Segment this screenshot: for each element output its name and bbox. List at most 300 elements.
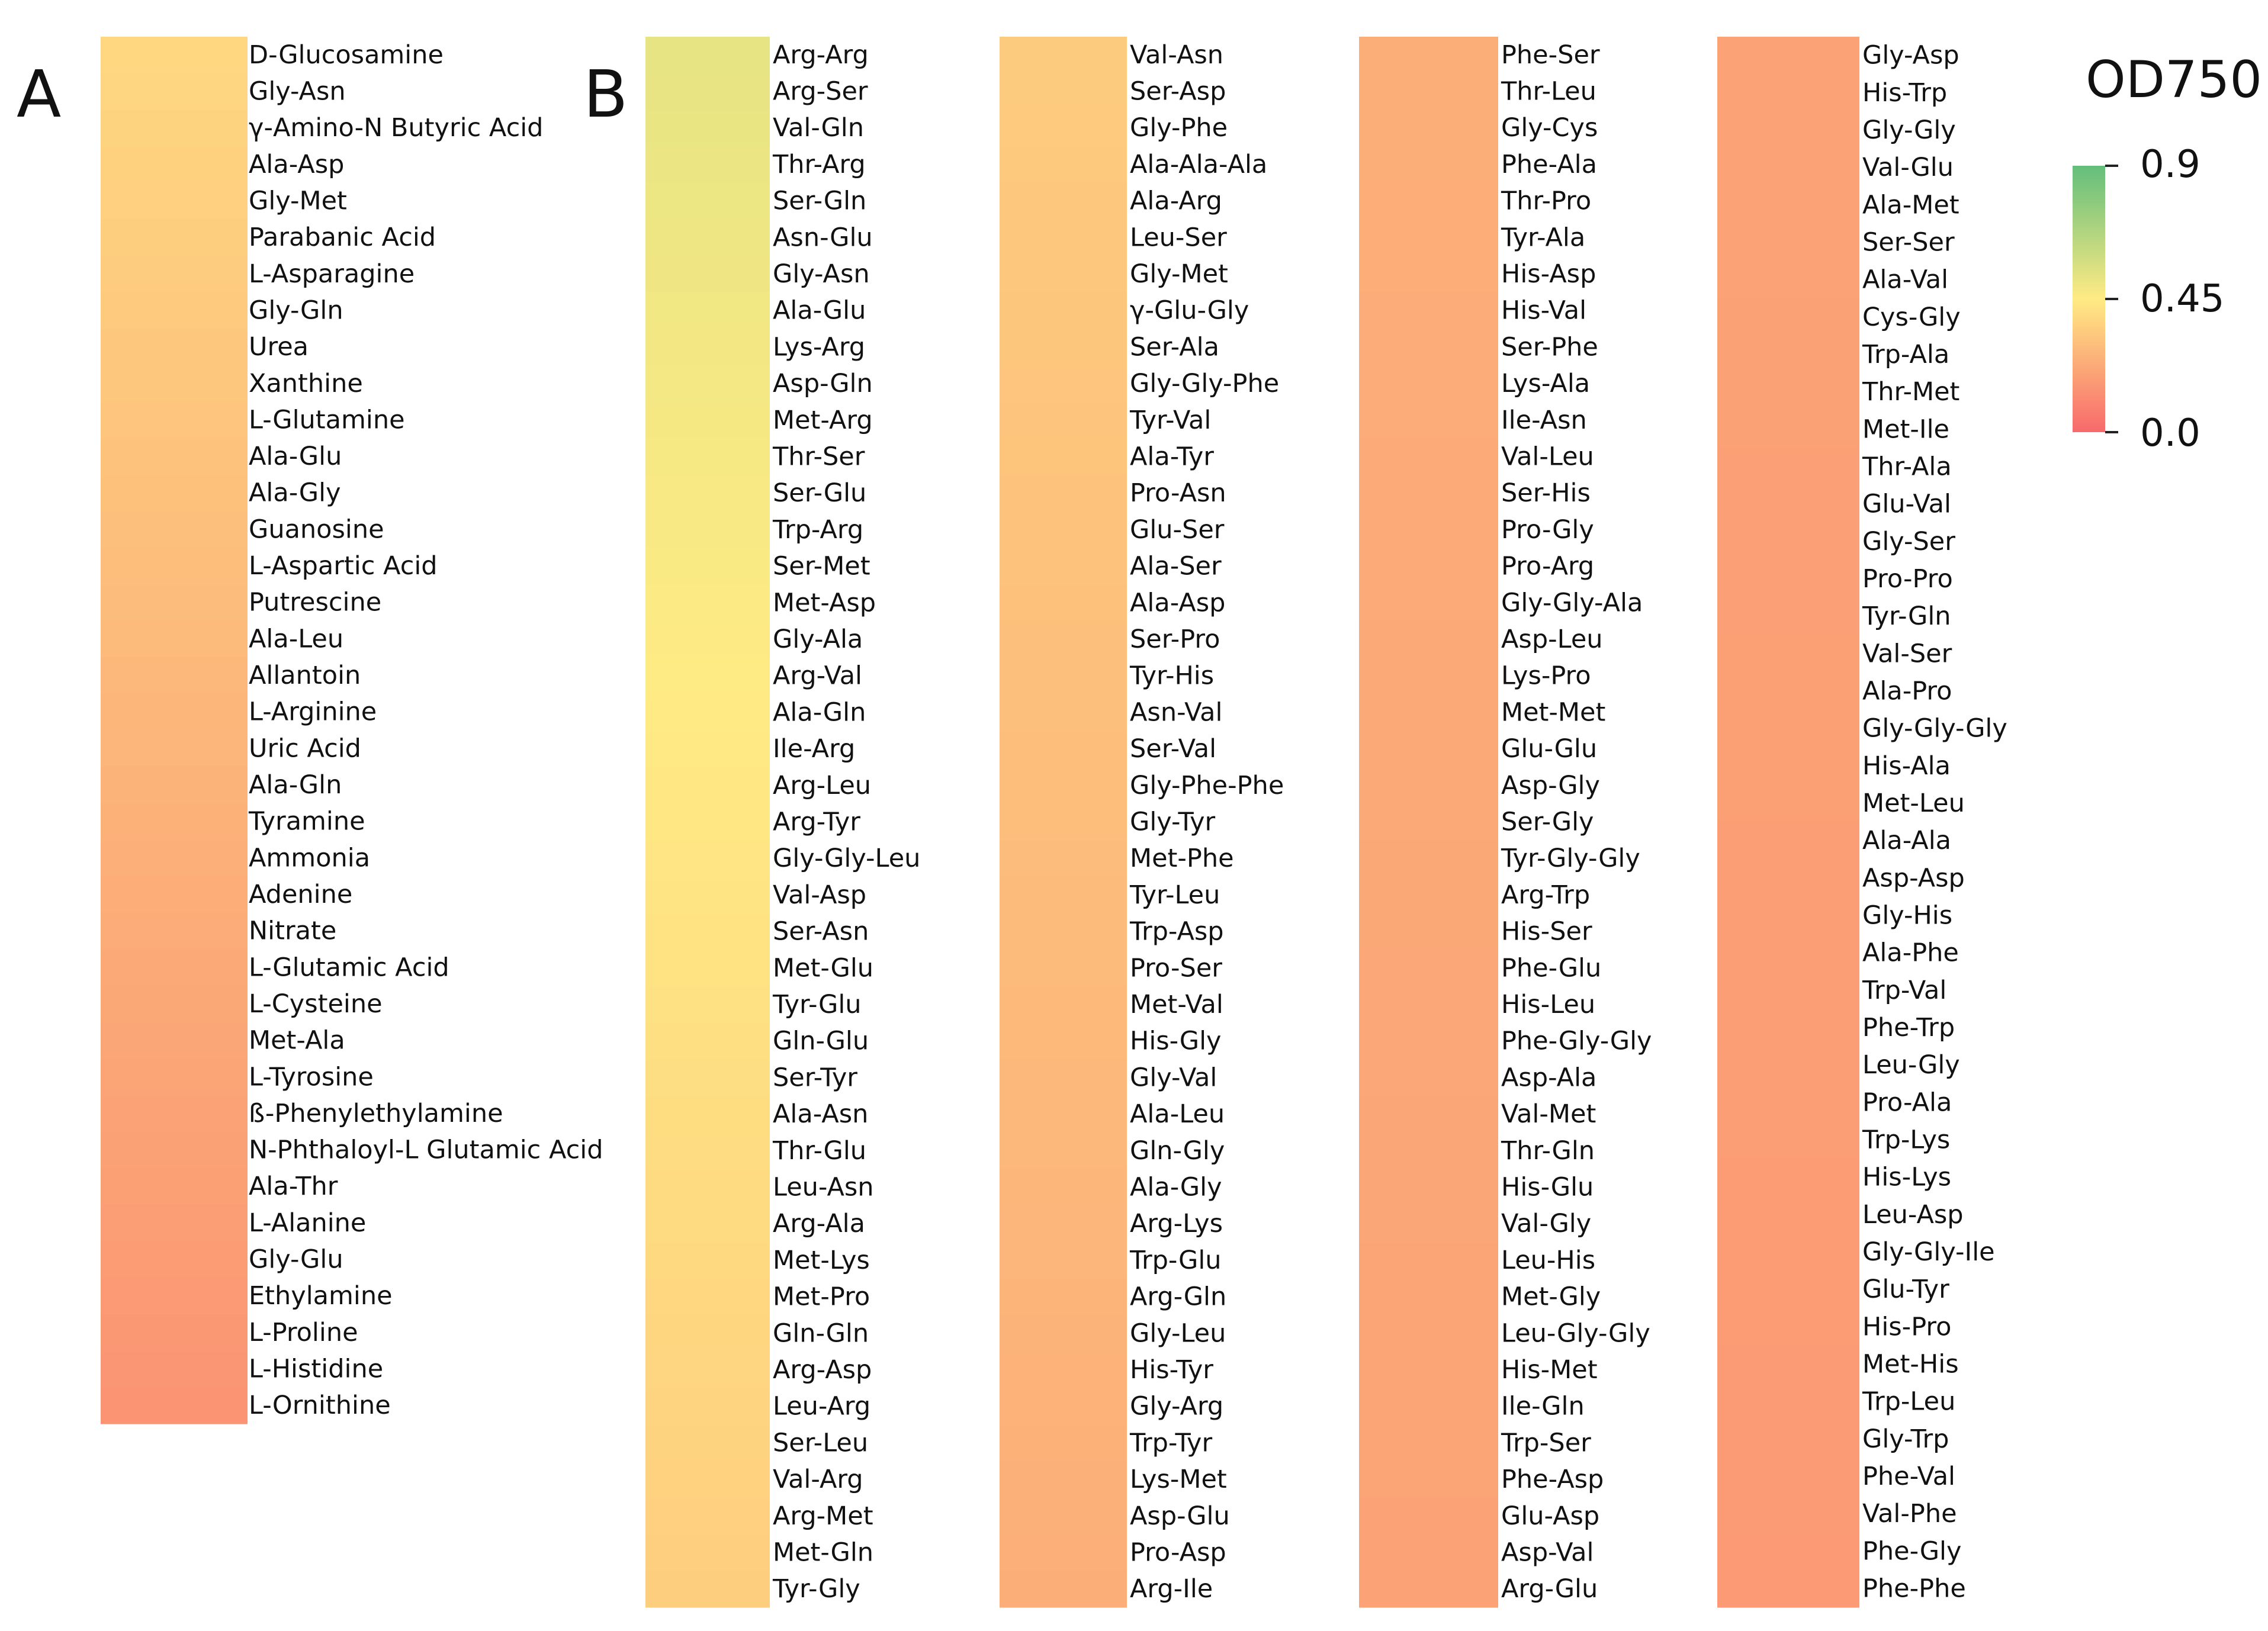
panel-b-col-4-row-label: Val-Phe [1862, 1499, 1957, 1529]
panel-a-col-1-row-label: Putrescine [249, 587, 382, 617]
panel-b-col-1-row-label: Val-Asp [773, 880, 867, 910]
panel-b-col-4-row-label: His-Pro [1862, 1312, 1952, 1342]
panel-b-col-2-row-label: Ala-Ala-Ala [1130, 149, 1268, 179]
panel-b-col-1-row-label: Arg-Arg [773, 40, 869, 70]
panel-b-col-3-cell [1359, 146, 1498, 183]
panel-b-col-4-row-label: Ala-Ala [1862, 826, 1951, 856]
panel-b-col-3-cell [1359, 365, 1498, 402]
panel-b-col-4-cell [1717, 673, 1859, 710]
panel-b-col-3-row-label: His-Asp [1501, 259, 1596, 289]
panel-a-col-1-cell [101, 657, 248, 694]
panel-b-col-3-cell [1359, 694, 1498, 731]
panel-b-col-4-cell [1717, 1495, 1859, 1533]
panel-a-col-1-row-label: Uric Acid [249, 734, 361, 764]
panel-b-col-1-row-label: Tyr-Gly [773, 1574, 860, 1604]
panel-b-col-3-cell [1359, 1023, 1498, 1060]
panel-b-col-1-row-label: Ser-Leu [773, 1428, 869, 1458]
panel-b-col-1-cell [645, 183, 770, 220]
panel-b-col-4-cell [1717, 448, 1859, 486]
panel-b-col-4-cell [1717, 1383, 1859, 1421]
panel-b-col-2-cell [1000, 1133, 1127, 1169]
panel-b-col-4-row-label: His-Trp [1862, 78, 1948, 108]
panel-a-col-1-cell [101, 1205, 248, 1241]
panel-b-col-2-cell [1000, 329, 1127, 366]
panel-b-col-1-row-label: Gly-Gly-Leu [773, 844, 921, 874]
panel-b-col-3-row-label: Phe-Ser [1501, 40, 1600, 70]
panel-b-col-1-row-label: Leu-Arg [773, 1391, 871, 1421]
panel-b-col-2-cell [1000, 256, 1127, 292]
legend-title: OD750 [2086, 50, 2263, 110]
panel-b-col-4-cell [1717, 1196, 1859, 1234]
panel-b-col-2-row-label: Tyr-His [1130, 661, 1215, 691]
panel-b-col-1-cell [645, 329, 770, 366]
panel-b-col-4-row-label: Ala-Met [1862, 190, 1959, 220]
panel-b-col-2-cell [1000, 1060, 1127, 1096]
panel-a-col-1-row-label: D-Glucosamine [249, 40, 444, 70]
panel-b-col-2-row-label: Glu-Ser [1130, 514, 1225, 545]
panel-a-col-1-cell [101, 767, 248, 803]
panel-b-col-2-cell [1000, 1571, 1127, 1607]
panel-b-col-4-cell [1717, 336, 1859, 374]
panel-b-col-3-cell [1359, 183, 1498, 220]
panel-a-col-1-row-label: Urea [249, 332, 309, 362]
panel-b-col-2-cell [1000, 658, 1127, 694]
panel-b-col-4-cell [1717, 74, 1859, 112]
panel-b-col-4-row-label: Trp-Lys [1862, 1125, 1951, 1155]
panel-b-col-3-row-label: His-Met [1501, 1355, 1598, 1385]
panel-b-col-3-cell [1359, 219, 1498, 256]
panel-b-col-4-row-label: His-Lys [1862, 1162, 1952, 1192]
panel-b-col-3-cell [1359, 1388, 1498, 1425]
panel-b-col-3-row-label: Met-Gly [1501, 1282, 1601, 1312]
panel-b-col-1-row-label: Arg-Ser [773, 76, 868, 107]
panel-b-col-3-row-label: Gly-Cys [1501, 113, 1598, 143]
panel-b-col-3-cell [1359, 1352, 1498, 1388]
panel-b-col-1-cell [645, 621, 770, 658]
panel-b-col-4-cell [1717, 747, 1859, 785]
panel-b-col-2-cell [1000, 292, 1127, 329]
panel-a-col-1-row-label: N-Phthaloyl-L Glutamic Acid [249, 1135, 603, 1165]
panel-b-col-3-row-label: Phe-Ala [1501, 149, 1597, 179]
panel-a-col-1-row-label: Ala-Gln [249, 770, 342, 800]
panel-a-col-1-cell [101, 292, 248, 329]
panel-b-col-2-row-label: Gly-Met [1130, 259, 1228, 289]
panel-b-col-4-cell [1717, 111, 1859, 149]
panel-a-col-1-cell [101, 876, 248, 913]
panel-b-col-2-cell [1000, 731, 1127, 767]
panel-b-col-4-cell [1717, 1346, 1859, 1384]
panel-b-col-4-cell [1717, 1233, 1859, 1271]
panel-b-col-2-row-label: Arg-Ile [1130, 1574, 1213, 1604]
panel-a-col-1-row-label: ß-Phenylethylamine [249, 1098, 503, 1128]
panel-b-col-2-cell [1000, 694, 1127, 731]
panel-b-col-4-row-label: Ala-Val [1862, 265, 1949, 295]
panel-b-col-2-cell [1000, 1315, 1127, 1352]
panel-b-col-2-row-label: His-Gly [1130, 1026, 1222, 1056]
panel-b-col-2-cell [1000, 1425, 1127, 1462]
panel-b-col-3-cell [1359, 110, 1498, 146]
panel-b-col-4-cell [1717, 971, 1859, 1009]
legend-tick-label-high: 0.9 [2140, 143, 2200, 186]
panel-b-col-3-row-label: Lys-Pro [1501, 661, 1591, 691]
panel-b-col-2-row-label: Trp-Asp [1130, 916, 1224, 947]
panel-b-col-2-row-label: Gly-Tyr [1130, 807, 1216, 837]
panel-b-col-2-cell [1000, 183, 1127, 220]
panel-b-col-1-cell [645, 439, 770, 475]
panel-b-col-1-row-label: Arg-Val [773, 661, 863, 691]
panel-b-col-4-row-label: Leu-Asp [1862, 1199, 1964, 1230]
panel-a-col-1-cell [101, 1241, 248, 1278]
panel-b-col-3-row-label: Asp-Val [1501, 1537, 1594, 1568]
panel-a-col-1-row-label: γ-Amino-N Butyric Acid [249, 113, 544, 143]
panel-b-col-2-cell [1000, 1023, 1127, 1060]
panel-b-col-2-row-label: Ala-Arg [1130, 186, 1222, 216]
panel-a-col-1-cell [101, 621, 248, 658]
panel-b-col-1-row-label: Arg-Ala [773, 1209, 865, 1239]
panel-a-col-1-cell [101, 1314, 248, 1351]
panel-a-col-1-cell [101, 913, 248, 950]
panel-b-col-2-cell [1000, 1279, 1127, 1315]
panel-a-col-1-row-label: L-Alanine [249, 1208, 367, 1238]
panel-b-col-4-cell [1717, 523, 1859, 561]
panel-b-col-4-cell [1717, 710, 1859, 748]
panel-b-col-2-row-label: Gly-Leu [1130, 1318, 1226, 1349]
panel-b-col-1-row-label: Thr-Glu [773, 1135, 867, 1166]
panel-b-col-1-row-label: Ala-Asn [773, 1099, 869, 1130]
panel-b-col-2-cell [1000, 584, 1127, 621]
panel-b-col-3-cell [1359, 986, 1498, 1023]
panel-b-col-1-row-label: Lys-Arg [773, 332, 866, 362]
panel-b-col-3-cell [1359, 913, 1498, 950]
panel-b-col-4-cell [1717, 485, 1859, 523]
panel-b-col-4-cell [1717, 1271, 1859, 1309]
panel-b-col-1-row-label: Met-Gln [773, 1537, 874, 1568]
panel-b-col-4-cell [1717, 784, 1859, 822]
panel-b-col-2-row-label: Ala-Gly [1130, 1172, 1222, 1202]
panel-b-col-1-cell [645, 37, 770, 73]
panel-b-col-4-cell [1717, 1047, 1859, 1085]
panel-b-col-1-cell [645, 1571, 770, 1607]
panel-b-col-1-row-label: Met-Pro [773, 1282, 870, 1312]
panel-b-col-2-cell [1000, 621, 1127, 658]
panel-b-col-4-row-label: Val-Ser [1862, 639, 1952, 669]
panel-b-col-3-cell [1359, 475, 1498, 512]
panel-b-col-1-row-label: Val-Gln [773, 113, 864, 143]
panel-b-col-2-cell [1000, 804, 1127, 841]
panel-b-col-2-row-label: Asp-Glu [1130, 1501, 1230, 1531]
panel-letter-b: B [583, 56, 628, 132]
panel-b-col-2-row-label: γ-Glu-Gly [1130, 295, 1249, 326]
panel-b-col-4-row-label: Ala-Phe [1862, 938, 1959, 968]
panel-b-col-1-cell [645, 365, 770, 402]
panel-b-col-4-row-label: Asp-Asp [1862, 863, 1965, 893]
panel-b-col-1-row-label: Tyr-Glu [773, 989, 862, 1019]
panel-b-col-2-row-label: Ala-Tyr [1130, 442, 1214, 472]
panel-b-col-4-cell [1717, 934, 1859, 972]
panel-a-col-1-cell [101, 1351, 248, 1388]
panel-b-col-3-cell [1359, 1535, 1498, 1571]
panel-b-col-2-row-label: Met-Val [1130, 989, 1223, 1019]
panel-b-col-3-row-label: His-Ser [1501, 916, 1592, 947]
panel-b-col-2-row-label: Trp-Tyr [1130, 1428, 1213, 1458]
panel-b-col-2-row-label: Arg-Lys [1130, 1209, 1223, 1239]
panel-b-col-2-cell [1000, 1352, 1127, 1388]
panel-b-col-2-row-label: Pro-Ser [1130, 953, 1222, 983]
panel-b-col-2-cell [1000, 767, 1127, 804]
panel-b-col-1-row-label: Ser-Gln [773, 186, 867, 216]
panel-b-col-3-cell [1359, 439, 1498, 475]
panel-a-col-1-row-label: Gly-Met [249, 186, 347, 216]
panel-b-col-1-row-label: Gly-Ala [773, 625, 863, 655]
panel-b-col-4-row-label: Thr-Met [1862, 377, 1960, 407]
panel-b-col-4-cell [1717, 560, 1859, 598]
panel-a-col-1-row-label: L-Tyrosine [249, 1062, 374, 1092]
panel-a-col-1-cell [101, 110, 248, 146]
panel-a-col-1-row-label: L-Aspartic Acid [249, 551, 438, 581]
panel-b-col-3-cell [1359, 1242, 1498, 1279]
panel-b-col-1-row-label: Asn-Glu [773, 223, 873, 253]
panel-b-col-3-cell [1359, 1461, 1498, 1498]
panel-a-col-1-row-label: L-Cysteine [249, 989, 383, 1019]
panel-b-col-2-row-label: Tyr-Val [1130, 405, 1212, 435]
panel-b-col-3-row-label: Asp-Leu [1501, 625, 1603, 655]
panel-b-col-4-row-label: Pro-Ala [1862, 1088, 1952, 1118]
panel-b-col-3-row-label: Phe-Glu [1501, 953, 1602, 983]
panel-b-col-4-row-label: Met-His [1862, 1349, 1959, 1379]
panel-b-col-4-row-label: Glu-Val [1862, 489, 1951, 519]
panel-b-col-3-row-label: Asp-Gly [1501, 770, 1600, 800]
panel-b-col-1-row-label: Met-Asp [773, 588, 876, 618]
panel-b-col-3-row-label: Glu-Glu [1501, 734, 1598, 764]
panel-b-col-4-cell [1717, 411, 1859, 449]
panel-b-col-2-row-label: Ser-Asp [1130, 76, 1226, 107]
panel-b-col-4-cell [1717, 1159, 1859, 1196]
legend-color-bar [2073, 166, 2105, 432]
panel-b-col-3-row-label: Ser-Phe [1501, 332, 1598, 362]
panel-b-col-3-row-label: Ser-His [1501, 478, 1591, 509]
panel-b-col-3-row-label: Tyr-Ala [1501, 223, 1586, 253]
panel-b-col-4-row-label: Gly-Asp [1862, 40, 1959, 70]
panel-b-col-2-row-label: Gly-Phe-Phe [1130, 770, 1284, 800]
panel-b-col-2-row-label: Tyr-Leu [1130, 880, 1220, 910]
panel-a-col-1-row-label: Ala-Thr [249, 1172, 338, 1202]
panel-b-col-1-cell [645, 1242, 770, 1279]
panel-b-col-2-row-label: His-Tyr [1130, 1355, 1213, 1385]
panel-a-col-1-row-label: Ala-Leu [249, 624, 344, 654]
panel-b-col-1-cell [645, 1060, 770, 1096]
panel-b-col-2-cell [1000, 877, 1127, 913]
panel-b-col-3-row-label: Val-Leu [1501, 442, 1594, 472]
panel-b-col-4-cell [1717, 1009, 1859, 1047]
panel-b-col-4-cell [1717, 598, 1859, 636]
panel-b-col-3-row-label: Arg-Trp [1501, 880, 1591, 910]
panel-a-col-1-row-label: Gly-Gln [249, 295, 343, 326]
panel-a-col-1-row-label: Ethylamine [249, 1281, 393, 1311]
panel-b-col-2-row-label: Trp-Glu [1130, 1245, 1222, 1275]
panel-b-col-1-cell [645, 950, 770, 986]
panel-b-col-2-row-label: Pro-Asn [1130, 478, 1226, 509]
panel-a-col-1-row-label: Tyramine [249, 806, 365, 837]
panel-b-col-3-cell [1359, 621, 1498, 658]
panel-b-col-3-cell [1359, 548, 1498, 585]
panel-b-col-4-cell [1717, 224, 1859, 262]
panel-b-col-1-cell [645, 658, 770, 694]
panel-a-col-1-cell [101, 1168, 248, 1205]
panel-b-col-2-cell [1000, 1388, 1127, 1425]
panel-a-col-1-cell [101, 329, 248, 365]
panel-b-col-4-row-label: Tyr-Gln [1862, 601, 1951, 632]
panel-a-col-1-cell [101, 256, 248, 292]
panel-b-col-1-cell [645, 219, 770, 256]
panel-b-col-4-row-label: Met-Ile [1862, 414, 1950, 445]
panel-b-col-3-row-label: Val-Met [1501, 1099, 1596, 1130]
panel-b-col-3-cell [1359, 1279, 1498, 1315]
panel-b-col-1-cell [645, 877, 770, 913]
panel-a-col-1-cell [101, 146, 248, 183]
panel-b-col-4-cell [1717, 1420, 1859, 1458]
panel-b-col-2-row-label: Pro-Asp [1130, 1537, 1226, 1568]
panel-b-col-3-row-label: Gly-Gly-Ala [1501, 588, 1643, 618]
panel-a-col-1-row-label: Ala-Glu [249, 442, 342, 472]
panel-a-col-1-row-label: Gly-Asn [249, 76, 346, 107]
panel-b-col-2-row-label: Gly-Arg [1130, 1391, 1224, 1421]
panel-b-col-1-cell [645, 1388, 770, 1425]
panel-b-col-3-cell [1359, 512, 1498, 548]
panel-b-col-2-cell [1000, 146, 1127, 183]
panel-a-col-1-cell [101, 584, 248, 621]
panel-b-col-4-row-label: Gly-Gly-Gly [1862, 713, 2007, 744]
panel-b-col-2-cell [1000, 1461, 1127, 1498]
panel-b-col-3-cell [1359, 73, 1498, 110]
panel-b-col-3-row-label: Lys-Ala [1501, 369, 1591, 399]
panel-a-col-1-cell [101, 438, 248, 475]
panel-b-col-2-row-label: Met-Phe [1130, 844, 1234, 874]
panel-b-col-4-cell [1717, 149, 1859, 187]
panel-a-col-1-cell [101, 986, 248, 1022]
panel-b-col-1-row-label: Ser-Met [773, 551, 870, 581]
panel-b-col-3-cell [1359, 1096, 1498, 1133]
panel-b-col-1-cell [645, 1169, 770, 1206]
panel-b-col-4-row-label: Trp-Ala [1862, 339, 1950, 369]
panel-b-col-4-row-label: Trp-Leu [1862, 1386, 1956, 1417]
panel-b-col-1-row-label: Gln-Gln [773, 1318, 869, 1349]
panel-b-col-1-row-label: Ser-Asn [773, 916, 869, 947]
panel-b-col-3-row-label: Thr-Leu [1501, 76, 1596, 107]
panel-b-col-4-cell [1717, 1308, 1859, 1346]
panel-b-col-2-row-label: Ser-Ala [1130, 332, 1219, 362]
panel-b-col-3-row-label: Leu-Gly-Gly [1501, 1318, 1650, 1349]
panel-a-col-1-row-label: Xanthine [249, 368, 363, 398]
panel-b-col-3-row-label: His-Glu [1501, 1172, 1594, 1202]
panel-b-col-2-row-label: Gln-Gly [1130, 1135, 1225, 1166]
panel-b-col-4-cell [1717, 298, 1859, 336]
panel-b-col-4-cell [1717, 1458, 1859, 1495]
panel-b-col-3-row-label: Glu-Asp [1501, 1501, 1600, 1531]
panel-a-col-1-row-label: L-Arginine [249, 697, 377, 727]
panel-b-col-3-row-label: Arg-Glu [1501, 1574, 1598, 1604]
panel-b-col-1-cell [645, 146, 770, 183]
panel-b-col-3-row-label: Trp-Ser [1501, 1428, 1591, 1458]
panel-a-col-1-row-label: Nitrate [249, 916, 337, 946]
panel-a-col-1-row-label: Parabanic Acid [249, 223, 436, 253]
panel-b-col-3-cell [1359, 1169, 1498, 1206]
panel-b-col-3-cell [1359, 658, 1498, 694]
panel-a-col-1-cell [101, 731, 248, 767]
panel-b-col-4-cell [1717, 37, 1859, 75]
panel-b-col-1-cell [645, 1205, 770, 1242]
panel-b-col-4-row-label: Gly-Trp [1862, 1424, 1949, 1454]
panel-b-col-4-cell [1717, 897, 1859, 935]
panel-b-col-3-cell [1359, 37, 1498, 73]
panel-a-col-1-row-label: Allantoin [249, 661, 361, 691]
panel-b-col-2-row-label: Ala-Ser [1130, 551, 1222, 581]
panel-b-col-1-row-label: Asp-Gln [773, 369, 873, 399]
panel-b-col-3-cell [1359, 1425, 1498, 1462]
panel-b-col-1-row-label: Ser-Tyr [773, 1063, 857, 1093]
panel-b-col-4-row-label: Phe-Phe [1862, 1574, 1966, 1604]
panel-b-col-2-cell [1000, 950, 1127, 986]
panel-b-col-1-cell [645, 694, 770, 731]
panel-b-col-2-row-label: Gly-Gly-Phe [1130, 369, 1280, 399]
panel-b-col-3-row-label: Phe-Asp [1501, 1465, 1604, 1495]
panel-b-col-3-cell [1359, 1060, 1498, 1096]
panel-a-col-1-cell [101, 402, 248, 439]
panel-b-col-1-cell [645, 512, 770, 548]
panel-b-col-3-row-label: Met-Met [1501, 697, 1606, 728]
panel-b-col-4-row-label: Trp-Val [1862, 975, 1947, 1005]
panel-b-col-2-cell [1000, 219, 1127, 256]
panel-b-col-1-cell [645, 1461, 770, 1498]
panel-b-col-1-cell [645, 1096, 770, 1133]
panel-b-col-1-cell [645, 1279, 770, 1315]
panel-a-col-1-row-label: Guanosine [249, 514, 384, 545]
panel-b-col-3-cell [1359, 1205, 1498, 1242]
panel-b-col-4-row-label: Met-Leu [1862, 788, 1965, 818]
panel-b-col-2-row-label: Ala-Asp [1130, 588, 1226, 618]
panel-a-col-1-row-label: Adenine [249, 879, 353, 909]
panel-b-col-1-cell [645, 548, 770, 585]
panel-b-col-2-cell [1000, 73, 1127, 110]
panel-b-col-2-cell [1000, 548, 1127, 585]
panel-b-col-1-cell [645, 1498, 770, 1535]
panel-b-col-1-cell [645, 1425, 770, 1462]
panel-a-col-1-cell [101, 475, 248, 512]
panel-a-col-1-cell [101, 949, 248, 986]
panel-b-col-1-cell [645, 1023, 770, 1060]
panel-a-col-1-row-label: L-Glutamine [249, 405, 405, 435]
panel-b-col-2-row-label: Ser-Pro [1130, 625, 1220, 655]
panel-b-col-1-row-label: Arg-Asp [773, 1355, 872, 1385]
panel-a-col-1-cell [101, 1132, 248, 1169]
panel-b-col-1-row-label: Gly-Asn [773, 259, 870, 289]
panel-b-col-1-row-label: Arg-Leu [773, 770, 872, 800]
panel-b-col-2-row-label: Lys-Met [1130, 1465, 1227, 1495]
panel-a-col-1-cell [101, 1387, 248, 1424]
panel-b-col-4-cell [1717, 261, 1859, 299]
panel-b-col-2-cell [1000, 1096, 1127, 1133]
panel-b-col-3-cell [1359, 1133, 1498, 1169]
panel-b-col-3-row-label: His-Leu [1501, 989, 1596, 1019]
panel-a-col-1-cell [101, 1278, 248, 1314]
panel-b-col-4-cell [1717, 1533, 1859, 1571]
panel-a-col-1-cell [101, 219, 248, 256]
panel-b-col-4-row-label: Gly-Gly [1862, 115, 1956, 145]
panel-b-col-2-row-label: Val-Asn [1130, 40, 1224, 70]
panel-b-col-1-cell [645, 840, 770, 877]
panel-a-col-1-row-label: L-Proline [249, 1317, 358, 1347]
panel-a-col-1-cell [101, 803, 248, 840]
panel-b-col-4-row-label: Leu-Gly [1862, 1050, 1960, 1080]
